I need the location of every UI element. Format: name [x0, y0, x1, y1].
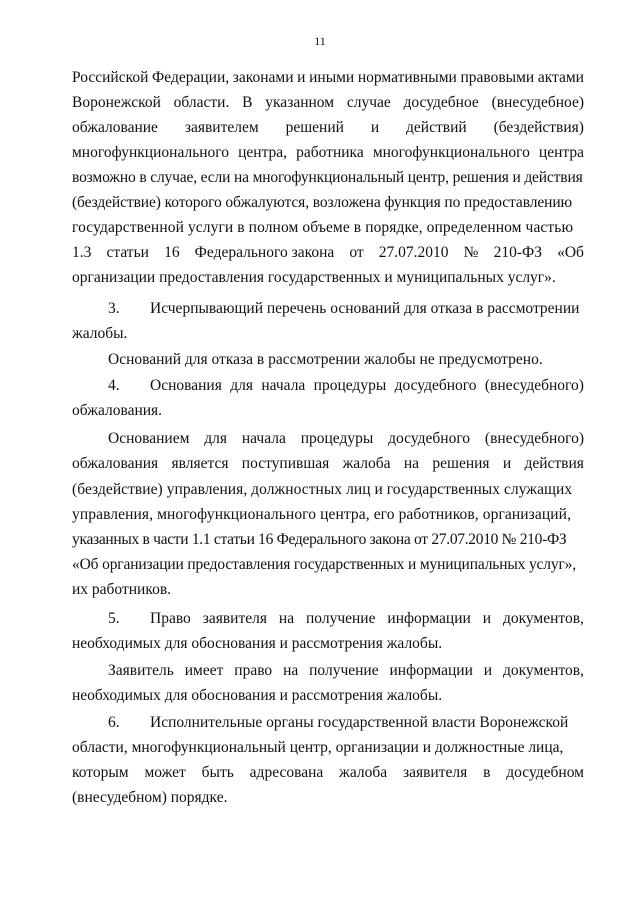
word: информации [389, 662, 473, 679]
line-text: их работников. [72, 581, 172, 598]
numbered-item [72, 711, 584, 735]
word: может [144, 764, 186, 781]
word: Заявитель [108, 662, 174, 679]
word: Основанием [108, 430, 190, 447]
word: Право [150, 610, 191, 627]
word: процедуры [313, 377, 387, 394]
item-text [150, 297, 584, 321]
word: на [278, 610, 295, 627]
word: работника [296, 144, 364, 161]
word: от [349, 244, 364, 261]
word: начала [261, 377, 306, 394]
word: и [370, 119, 380, 136]
word: законами [232, 69, 294, 86]
word: получение [309, 662, 379, 679]
word: и [502, 455, 512, 472]
word: получение [306, 610, 376, 627]
word: обжалование [72, 119, 158, 136]
word: решения [432, 455, 490, 472]
word: досудебное [403, 94, 479, 111]
line-text: необходимых для обоснования и рассмотрения жалобы. [72, 635, 443, 652]
text-line [72, 348, 584, 372]
text-line [72, 166, 584, 190]
word: поступившая [241, 455, 330, 472]
word: правовыми [460, 69, 535, 86]
word: нормативными [357, 69, 457, 86]
word: досудебном [506, 764, 584, 781]
word: досудебного [388, 430, 471, 447]
word: и [297, 69, 306, 86]
word: актами [537, 69, 584, 86]
word: центра, [238, 144, 288, 161]
word: № [463, 244, 479, 261]
numbered-item [72, 607, 584, 631]
line-text: «Об организации предоставления государственных и муниципальных услуг», [72, 556, 576, 573]
word: быть [201, 764, 234, 781]
line-text: возможно в случае, если на многофункциональный центр, решения и действия [72, 169, 583, 186]
text-line [72, 553, 584, 577]
word: центра [538, 144, 584, 161]
word: право [234, 662, 273, 679]
item-number: 6. [108, 714, 120, 731]
line-text: организации предоставления государственных и муниципальных услуг». [72, 269, 556, 286]
word: области. [173, 94, 230, 111]
text-line [72, 528, 584, 552]
word: для [230, 377, 253, 394]
word: (бездействия) [493, 119, 584, 136]
word: 16 [164, 244, 180, 261]
word: жалоба [342, 455, 391, 472]
word: жалоба [339, 764, 388, 781]
word: которым [72, 764, 129, 781]
word: документов, [502, 662, 584, 679]
word: имеет [184, 662, 224, 679]
text-line [72, 478, 584, 502]
text-line [72, 578, 584, 602]
word: обжалования [72, 455, 159, 472]
word: (внесудебного) [484, 377, 584, 394]
line-text: указанных в части 1.1 статьи 16 Федерального закона от 27.07.2010 № 210-ФЗ [72, 531, 567, 548]
text-line [72, 632, 584, 656]
word: и [483, 662, 493, 679]
word: (внесудебное) [491, 94, 584, 111]
word: «Об [557, 244, 584, 261]
word: действия [524, 455, 584, 472]
word: процедуры [300, 430, 374, 447]
word: Российской [72, 69, 149, 86]
text-line [72, 399, 584, 423]
word: 210-ФЗ [493, 244, 542, 261]
text-line [72, 736, 584, 760]
line-text: (бездействие) которого обжалуются, возложена функция по предоставлению [72, 194, 572, 211]
word: многофункционального [372, 144, 530, 161]
word: указанном [265, 94, 335, 111]
word: информации [387, 610, 471, 627]
word: заявителем [184, 119, 259, 136]
text-line [72, 503, 584, 527]
word: и [482, 610, 492, 627]
item-text [150, 374, 584, 398]
line-text: Исчерпывающий перечень оснований для отказа в рассмотрении [150, 300, 580, 317]
text-line [72, 427, 584, 451]
word: Федерального закона [194, 244, 335, 261]
page-number: 11 [314, 34, 326, 48]
text-line [72, 786, 584, 810]
text-line [72, 266, 584, 290]
item-number: 3. [108, 300, 120, 317]
numbered-item [72, 374, 584, 398]
line-text: управления, многофункционального центра, его работников, организаций, [72, 506, 572, 523]
line-text: Исполнительные органы государственной власти Воронежской [150, 714, 569, 731]
numbered-item [72, 297, 584, 321]
word: адресована [249, 764, 324, 781]
line-text: (внесудебном) порядке. [72, 789, 228, 806]
line-text: необходимых для обоснования и рассмотрения жалобы. [72, 687, 443, 704]
text-line [72, 322, 584, 346]
word: начала [241, 430, 286, 447]
item-number: 4. [108, 377, 120, 394]
word: случае [346, 94, 391, 111]
text-line [72, 66, 584, 90]
text-line [72, 761, 584, 785]
word: Воронежской [72, 94, 161, 111]
word: 1.3 [72, 244, 92, 261]
line-text: государственной услуги в полном объеме в порядке, определенном частью [72, 219, 574, 236]
line-text: Оснований для отказа в рассмотрении жалобы не предусмотрено. [108, 351, 543, 368]
word: на [283, 662, 299, 679]
word: для [204, 430, 228, 447]
word: иными [309, 69, 355, 86]
word: статьи [106, 244, 149, 261]
word: досудебного [394, 377, 477, 394]
word: действий [406, 119, 467, 136]
word: заявителя [402, 764, 468, 781]
word: на [403, 455, 420, 472]
word: Основания [150, 377, 222, 394]
word: решений [285, 119, 344, 136]
word: является [171, 455, 229, 472]
word: в [483, 764, 491, 781]
word: многофункционального [72, 144, 230, 161]
item-number: 5. [108, 610, 120, 627]
word: Федерации, [152, 69, 230, 86]
text-line [72, 241, 584, 265]
text-line [72, 684, 584, 708]
word: (внесудебного) [484, 430, 584, 447]
line-text: (бездействие) управления, должностных лиц и государственных служащих [72, 481, 573, 498]
line-text: области, многофункциональный центр, организации и должностные лица, [72, 739, 564, 756]
text-line [72, 116, 584, 140]
text-line [72, 191, 584, 215]
word: заявителя [202, 610, 267, 627]
text-line [72, 452, 584, 476]
word: документов, [502, 610, 584, 627]
item-text [150, 711, 584, 735]
word: В [242, 94, 253, 111]
text-line [72, 659, 584, 683]
text-line [72, 216, 584, 240]
item-text [150, 607, 584, 631]
text-line [72, 91, 584, 115]
text-line [72, 141, 584, 165]
word: 27.07.2010 [378, 244, 449, 261]
line-text: жалобы. [72, 325, 128, 342]
line-text: обжалования. [72, 402, 163, 419]
